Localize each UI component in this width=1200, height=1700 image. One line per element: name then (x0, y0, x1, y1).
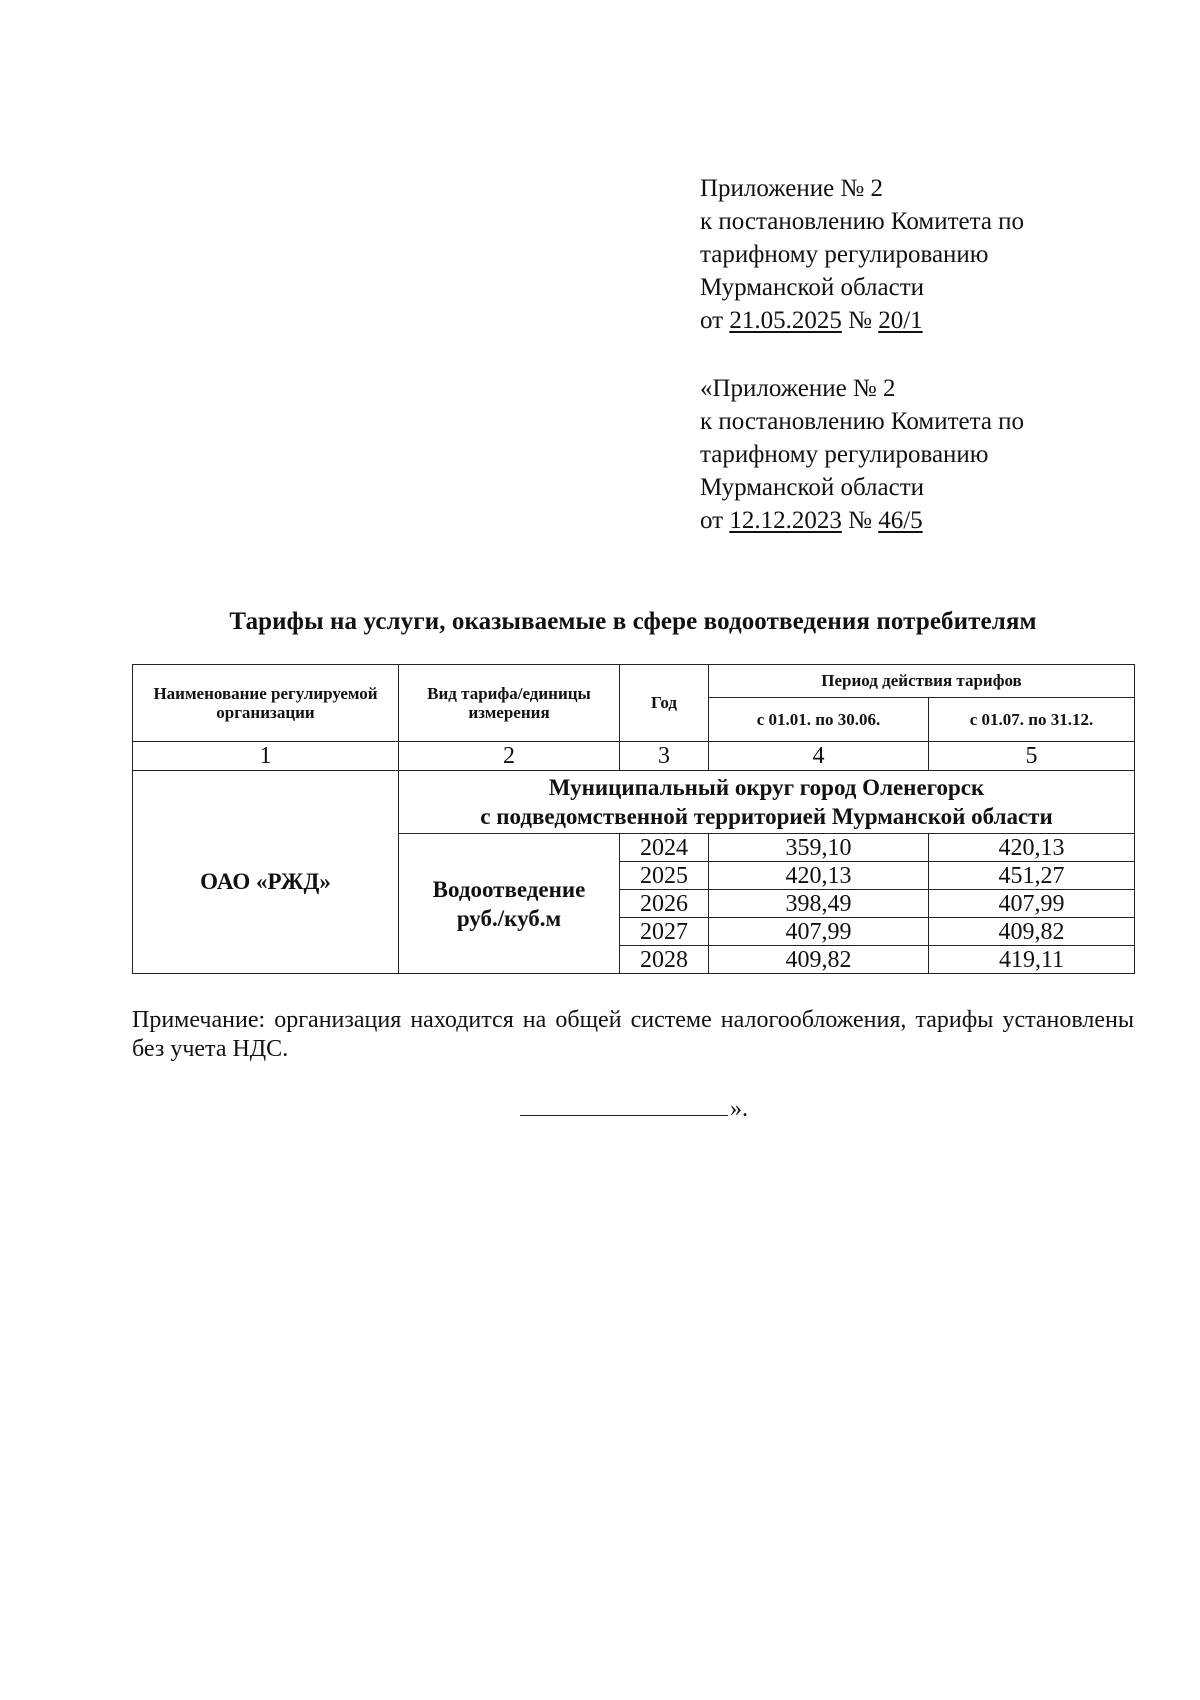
annex-title: Приложение № 2 (700, 175, 884, 202)
service-unit: руб./куб.м (456, 905, 562, 931)
header-period-h1: с 01.01. по 30.06. (709, 698, 929, 742)
tariff-h2-cell: 409,82 (929, 918, 1135, 946)
tariff-h1-cell: 398,49 (709, 890, 929, 918)
header-org: Наименование регулируемой организации (133, 665, 399, 742)
annex-date-line (700, 304, 1160, 337)
year-cell: 2028 (620, 946, 709, 974)
header-row (133, 665, 1135, 698)
tariff-h2-cell: 451,27 (929, 862, 1135, 890)
tariff-h2-cell: 407,99 (929, 890, 1135, 918)
column-number: 4 (709, 742, 929, 771)
header-period: Период действия тарифов (709, 665, 1135, 698)
column-number: 3 (620, 742, 709, 771)
annex-date: 21.05.2025 (729, 307, 842, 334)
tariff-h1-cell: 359,10 (709, 834, 929, 862)
date-prefix: от (700, 507, 730, 534)
column-number: 1 (133, 742, 399, 771)
closing-mark (520, 1096, 748, 1123)
column-number: 5 (929, 742, 1135, 771)
annex-current-header (700, 172, 1160, 337)
annex-line: Мурманской области (700, 474, 925, 501)
region-line: с подведомственной территорией Мурманской области (480, 804, 1053, 829)
annex-line: Мурманской области (700, 274, 925, 301)
annex-title: «Приложение № 2 (700, 375, 896, 402)
date-prefix: от (700, 307, 730, 334)
annex-date: 12.12.2023 (729, 507, 842, 534)
number-prefix: № (841, 507, 879, 534)
tariff-table (132, 664, 1135, 974)
region-row (133, 771, 1135, 834)
column-number-row (133, 742, 1135, 771)
header-year: Год (620, 665, 709, 742)
organization-cell: ОАО «РЖД» (133, 771, 399, 974)
number-prefix: № (841, 307, 879, 334)
service-cell (399, 834, 620, 974)
tariff-h2-cell: 419,11 (929, 946, 1135, 974)
tariff-h1-cell: 420,13 (709, 862, 929, 890)
annex-number: 46/5 (878, 507, 923, 534)
header-tariff-type: Вид тарифа/единицы измерения (399, 665, 620, 742)
annex-line: к постановлению Комитета по (700, 408, 1025, 435)
year-cell: 2027 (620, 918, 709, 946)
region-cell (399, 771, 1135, 834)
annex-line: к постановлению Комитета по (700, 208, 1025, 235)
annex-previous-header (700, 372, 1160, 537)
closing-quote: ». (730, 1096, 748, 1122)
closing-line (520, 1115, 728, 1116)
year-cell: 2026 (620, 890, 709, 918)
footnote: Примечание: организация находится на общей системе налогообложения, тарифы установлены без учета НДС. (132, 1007, 1134, 1062)
year-cell: 2024 (620, 834, 709, 862)
annex-line: тарифному регулированию (700, 241, 989, 268)
header-period-h2: с 01.07. по 31.12. (929, 698, 1135, 742)
tariff-h1-cell: 407,99 (709, 918, 929, 946)
tariff-h2-cell: 420,13 (929, 834, 1135, 862)
service-name: Водоотведение (432, 876, 586, 902)
annex-number: 20/1 (878, 307, 923, 334)
annex-line: тарифному регулированию (700, 441, 989, 468)
year-cell: 2025 (620, 862, 709, 890)
document-title: Тарифы на услуги, оказываемые в сфере водоотведения потребителям (229, 608, 1037, 635)
region-line: Муниципальный округ город Оленегорск (548, 775, 985, 800)
annex-date-line (700, 504, 1160, 537)
column-number: 2 (399, 742, 620, 771)
tariff-h1-cell: 409,82 (709, 946, 929, 974)
